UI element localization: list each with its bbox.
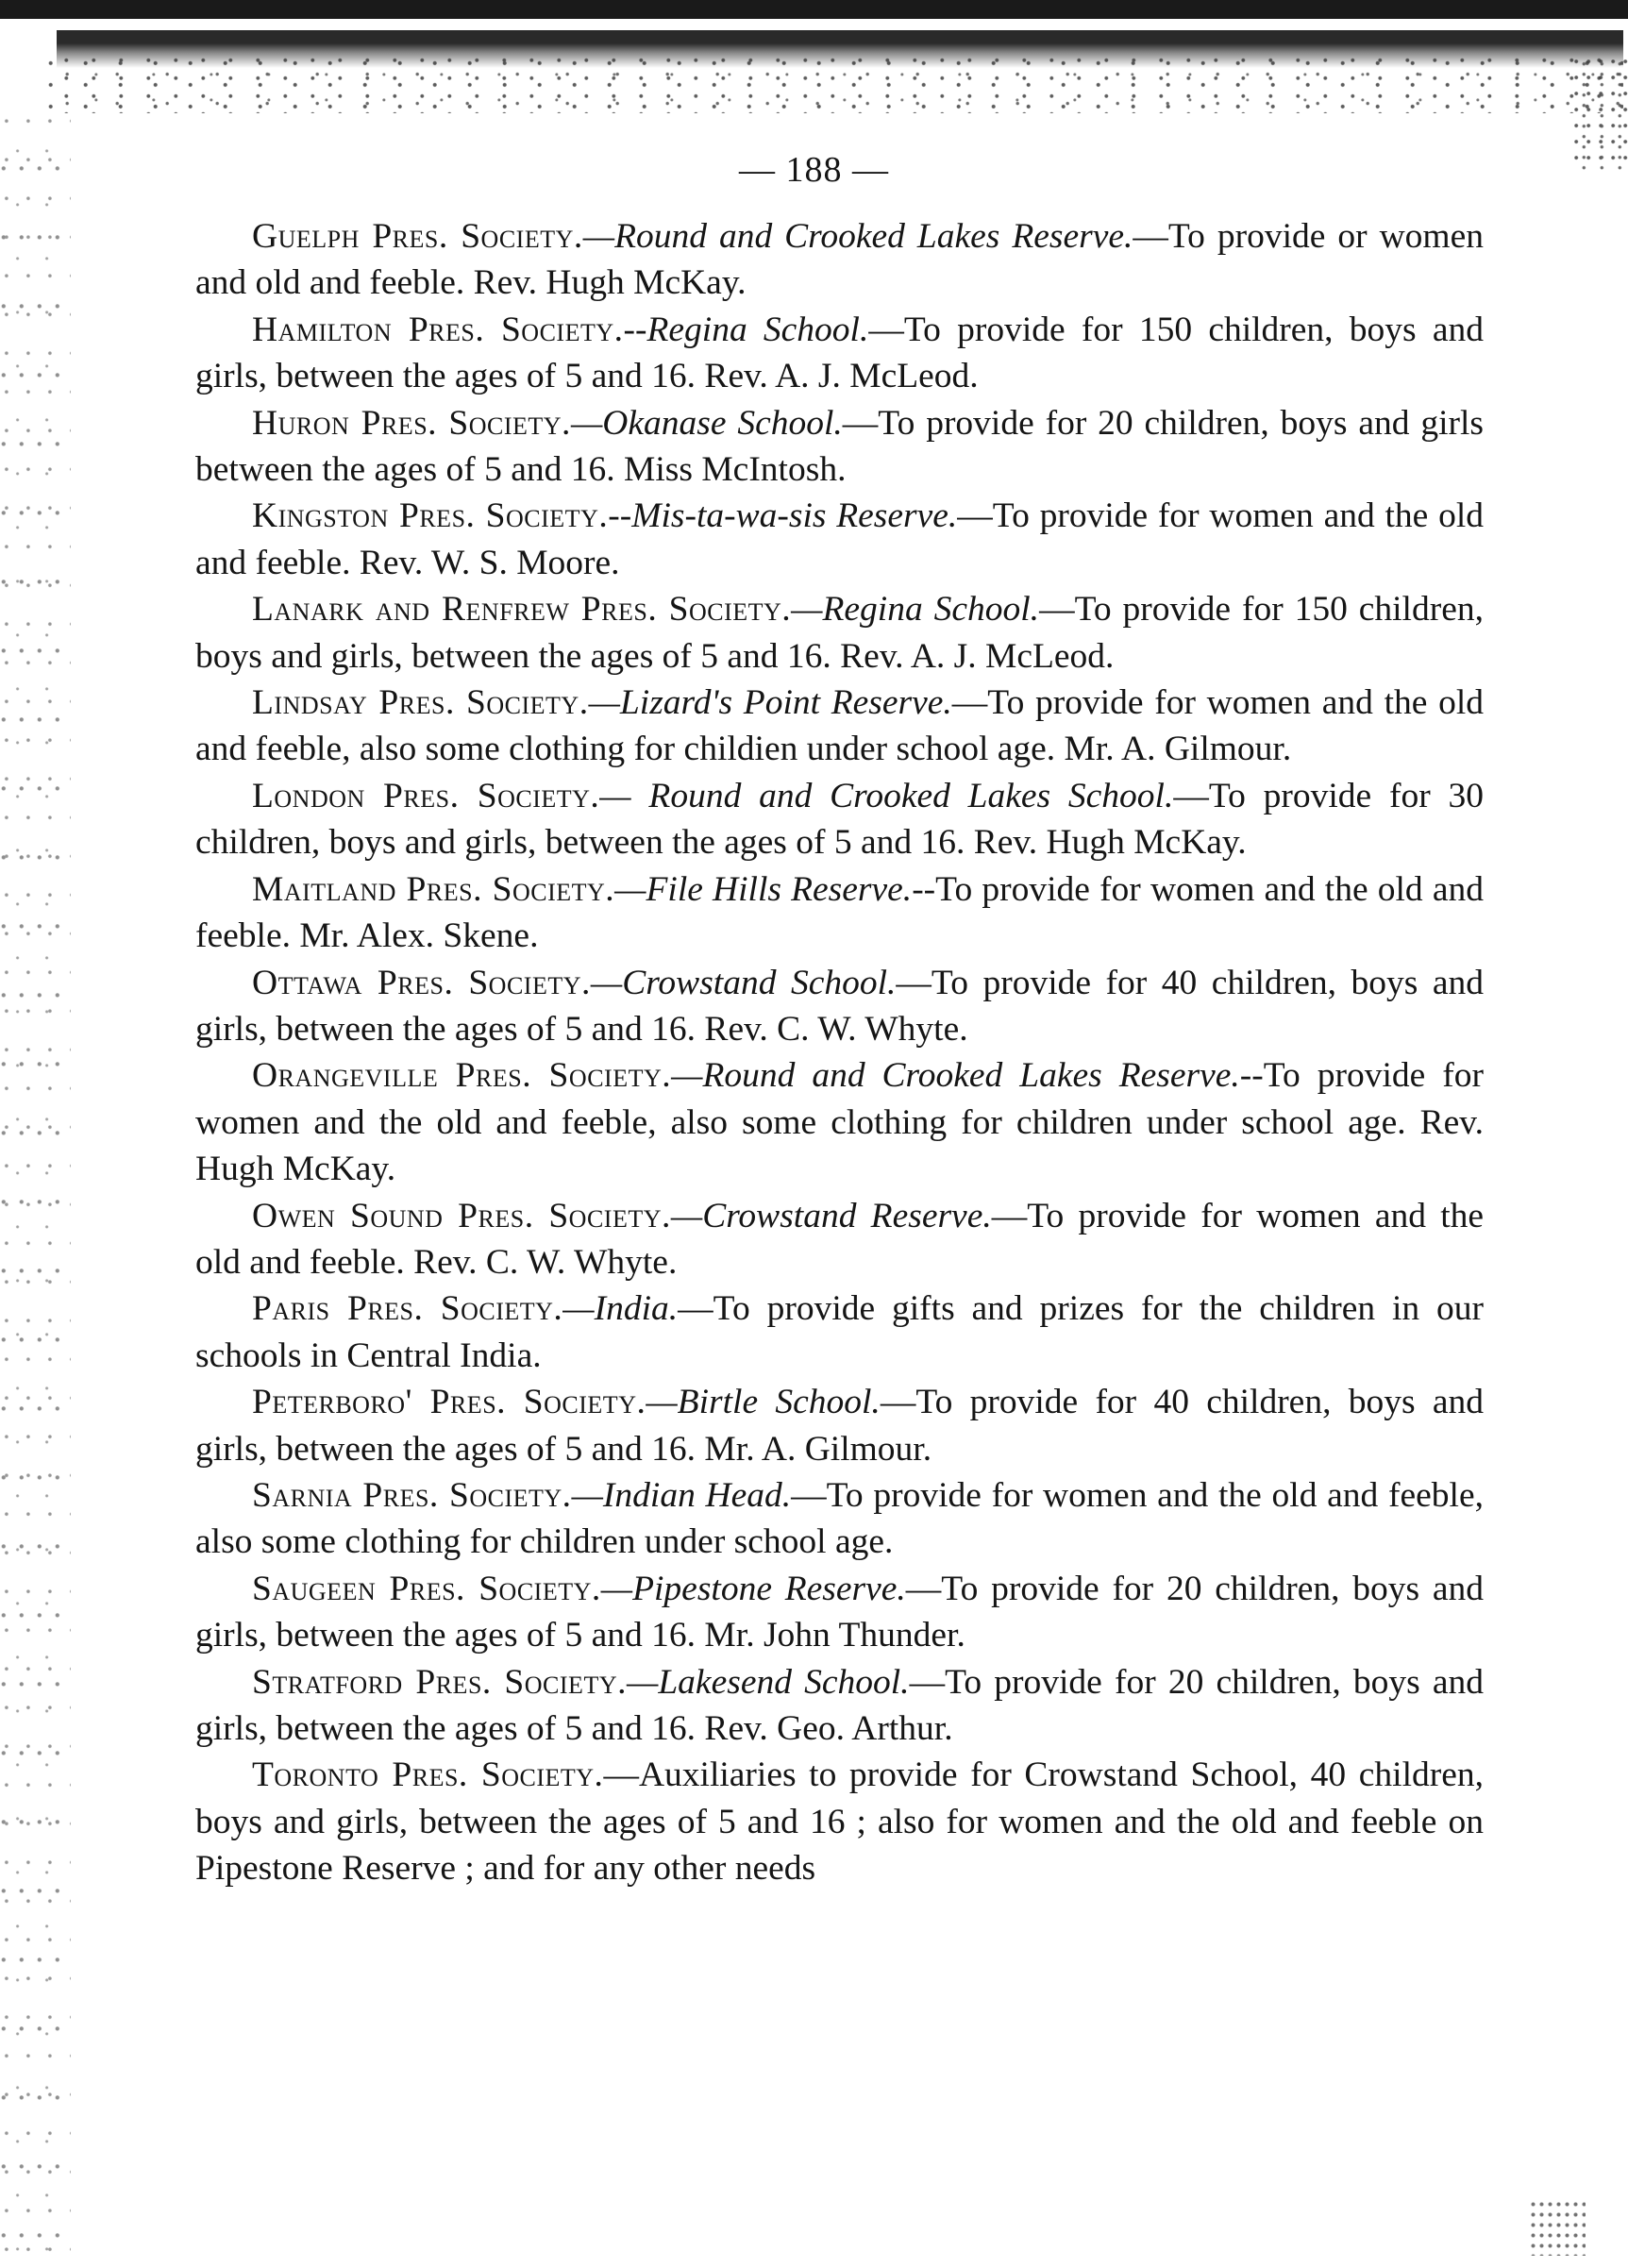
entry-maitland — [195, 866, 1484, 960]
entry-toronto — [195, 1752, 1484, 1891]
entry-text: —To provide for 150 children, boys and girls, between the ages of 5 and 16. Rev. A. J. McLeod. — [195, 310, 1484, 396]
society-name: Toronto Pres. Society. — [252, 1756, 604, 1795]
entry-london — [195, 773, 1484, 866]
entry-text: —To provide for 20 children, boys and girls between the ages of 5 and 16. Miss McIntosh. — [195, 403, 1485, 490]
entry-lanark-renfrew — [195, 586, 1484, 680]
place-name: —Crowstand School. — [590, 963, 897, 1002]
entry-guelph — [195, 213, 1484, 307]
place-name: —Lizard's Point Reserve. — [588, 683, 952, 723]
society-name: Sarnia Pres. Society. — [252, 1475, 572, 1515]
entry-ottawa — [195, 960, 1484, 1053]
scan-edge-top — [0, 0, 1628, 19]
entry-text: --To provide for women and the old and feeble. Mr. Alex. Skene. — [195, 869, 1484, 956]
place-name: —Birtle School. — [646, 1383, 881, 1422]
place-name: —Indian Head. — [571, 1475, 792, 1515]
place-name: --Mis-ta-wa-sis Reserve. — [608, 496, 958, 536]
society-name: Peterboro' Pres. Society. — [252, 1383, 646, 1422]
page-body — [195, 213, 1484, 1892]
entry-text: —To provide for 40 children, boys and girls, between the ages of 5 and 16. Mr. A. Gilmour. — [195, 1383, 1484, 1469]
place-name: —Okanase School. — [570, 403, 843, 443]
society-name: Ottawa Pres. Society. — [252, 963, 591, 1002]
entry-saugeen — [195, 1566, 1484, 1659]
place-name: —Round and Crooked Lakes Reserve. — [582, 217, 1133, 256]
entry-text: —To provide for women and the old and feeble. Rev. C. W. Whyte. — [195, 1196, 1485, 1282]
entry-sarnia — [195, 1472, 1484, 1566]
entry-text: —To provide for 150 children, boys and girls, between the ages of 5 and 16. Rev. A. J. McLeod. — [195, 590, 1484, 676]
entry-peterboro — [195, 1379, 1484, 1472]
entry-hamilton — [195, 307, 1484, 400]
scan-corner-mark — [1529, 2199, 1586, 2256]
entry-text: —To provide for 30 children, boys and girls, between the ages of 5 and 16. Rev. Hugh McKay. — [195, 776, 1484, 863]
place-name: —Crowstand Reserve. — [670, 1196, 992, 1235]
place-name: —Regina School. — [791, 590, 1040, 630]
society-name: Lanark and Renfrew Pres. Society. — [252, 590, 792, 630]
society-name: Stratford Pres. Society. — [252, 1662, 627, 1702]
society-name: Guelph Pres. Society. — [252, 217, 583, 256]
entry-owen-sound — [195, 1193, 1484, 1286]
place-name: — Round and Crooked Lakes School. — [599, 776, 1174, 815]
society-name: Lindsay Pres. Society. — [252, 683, 589, 723]
entry-text: —To provide for 20 children, boys and girls, between the ages of 5 and 16. Rev. Geo. Arthur. — [195, 1662, 1485, 1748]
place-name: —File Hills Reserve. — [614, 869, 913, 909]
society-name: Orangeville Pres. Society. — [252, 1056, 672, 1096]
entry-paris — [195, 1285, 1484, 1379]
entry-kingston — [195, 493, 1484, 586]
entry-text: —Auxiliaries to provide for Crowstand School, 40 children, boys and girls, between the ages of 5 and 16 ; also for women and the old and feeble on Pipestone Reserve ; and for any other needs — [195, 1756, 1484, 1889]
society-name: Maitland Pres. Society. — [252, 869, 615, 909]
entry-text: —To provide or women and old and feeble. Rev. Hugh McKay. — [195, 217, 1484, 303]
page-number: — 188 — — [739, 150, 889, 190]
place-name: —India. — [562, 1289, 679, 1329]
entry-orangeville — [195, 1052, 1484, 1192]
entry-huron — [195, 400, 1484, 494]
society-name: Saugeen Pres. Society. — [252, 1569, 601, 1608]
entry-text: —To provide for women and the old and feeble. Rev. W. S. Moore. — [195, 496, 1484, 582]
entry-text: —To provide gifts and prizes for the children in our schools in Central India. — [195, 1289, 1484, 1375]
place-name: —Round and Crooked Lakes Reserve. — [671, 1056, 1240, 1096]
place-name: —Pipestone Reserve. — [600, 1569, 906, 1608]
entry-text: —To provide for women and the old and feeble, also some clothing for childien under school age. Mr. A. Gilmour. — [195, 683, 1484, 769]
scan-speckle-top — [47, 57, 1623, 113]
place-name: —Lakesend School. — [626, 1662, 910, 1702]
scan-speckle-left — [0, 113, 71, 2265]
society-name: Huron Pres. Society. — [252, 403, 571, 443]
entry-text: —To provide for women and the old and feeble, also some clothing for children under school age. — [195, 1475, 1484, 1562]
entry-text: —To provide for 20 children, boys and girls, between the ages of 5 and 16. Mr. John Thunder. — [195, 1569, 1485, 1655]
society-name: Hamilton Pres. Society. — [252, 310, 624, 349]
place-name: --Regina School. — [623, 310, 869, 349]
entry-text: —To provide for 40 children, boys and girls, between the ages of 5 and 16. Rev. C. W. Whyte. — [195, 963, 1484, 1049]
society-name: London Pres. Society. — [252, 776, 600, 815]
entry-lindsay — [195, 680, 1484, 773]
entry-text: --To provide for women and the old and feeble, also some clothing for children under school age. Rev. Hugh McKay. — [195, 1056, 1484, 1189]
entry-stratford — [195, 1659, 1484, 1753]
society-name: Kingston Pres. Society. — [252, 496, 609, 536]
society-name: Owen Sound Pres. Society. — [252, 1196, 671, 1235]
society-name: Paris Pres. Society. — [252, 1289, 563, 1329]
